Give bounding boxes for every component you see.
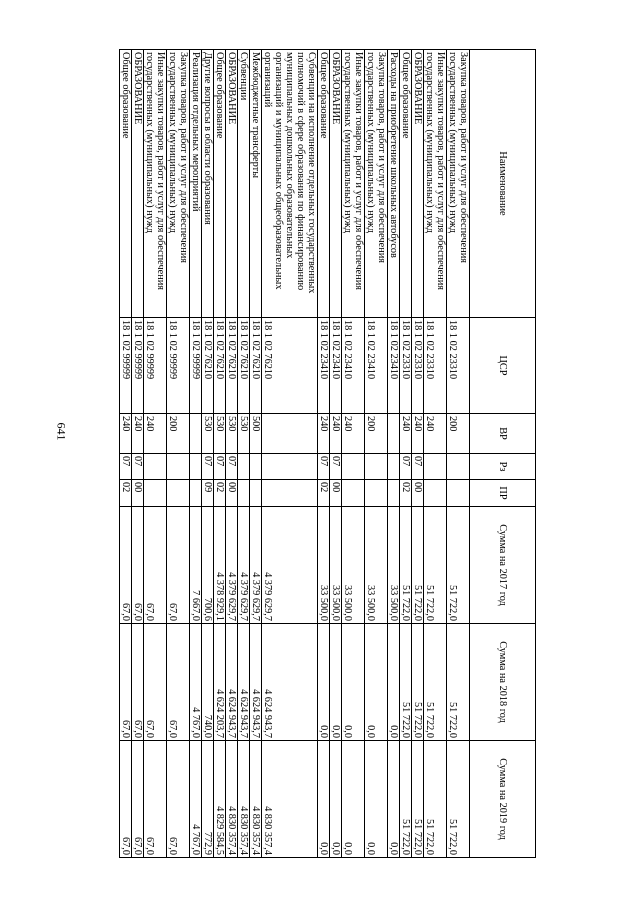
cell-sum-2018: 4 767,0 [189, 624, 201, 741]
cell-rz [387, 454, 399, 480]
cell-csr: 18 1 02 99999 [131, 318, 143, 414]
rotated-page-content [101, 49, 536, 857]
cell-pr [249, 480, 261, 507]
cell-rz [249, 454, 261, 480]
table-row [119, 50, 131, 858]
cell-pr [261, 480, 317, 507]
cell-name: ОБРАЗОВАНИЕ [225, 50, 237, 318]
cell-sum-2019: 51 722,0 [411, 741, 423, 858]
cell-name: ОБРАЗОВАНИЕ [411, 50, 423, 318]
cell-csr: 18 1 02 99999 [143, 318, 166, 414]
table-row [237, 50, 249, 858]
cell-sum-2017: 67,0 [143, 507, 166, 624]
cell-pr [166, 480, 189, 507]
cell-csr: 18 1 02 23410 [329, 318, 341, 414]
cell-rz [423, 454, 446, 480]
cell-vr: 240 [317, 414, 329, 454]
table-row [213, 50, 225, 858]
cell-name: Закупка товаров, работ и услуг для обеспечения государственных (муниципальных) нужд [166, 50, 189, 318]
table-row [329, 50, 341, 858]
table-body [119, 50, 469, 858]
cell-rz [189, 454, 201, 480]
cell-name: Другие вопросы в области образования [201, 50, 213, 318]
cell-csr: 18 1 02 76210 [261, 318, 317, 414]
table-row [317, 50, 329, 858]
cell-csr: 18 1 02 23410 [341, 318, 364, 414]
cell-sum-2018: 67,0 [166, 624, 189, 741]
cell-rz [364, 454, 387, 480]
table-row [387, 50, 399, 858]
cell-sum-2017: 4 379 629,7 [261, 507, 317, 624]
cell-sum-2018: 4 624 943,7 [237, 624, 249, 741]
cell-csr: 18 1 02 23310 [446, 318, 469, 414]
cell-csr: 18 1 02 99999 [119, 318, 131, 414]
cell-pr: 02 [119, 480, 131, 507]
cell-sum-2018: 67,0 [143, 624, 166, 741]
cell-sum-2019: 4 830 357,4 [249, 741, 261, 858]
cell-csr: 18 1 02 23410 [364, 318, 387, 414]
cell-sum-2018: 0,0 [317, 624, 329, 741]
cell-csr: 18 1 02 23310 [423, 318, 446, 414]
cell-name: Общее образование [119, 50, 131, 318]
col-header-pr: ПР [470, 480, 536, 507]
cell-sum-2019: 67,0 [131, 741, 143, 858]
cell-pr [387, 480, 399, 507]
cell-vr: 240 [411, 414, 423, 454]
cell-rz [261, 454, 317, 480]
cell-pr: 02 [317, 480, 329, 507]
cell-vr [261, 414, 317, 454]
cell-sum-2017: 4 379 629,7 [249, 507, 261, 624]
cell-sum-2017: 51 722,0 [411, 507, 423, 624]
cell-vr: 200 [364, 414, 387, 454]
cell-name: ОБРАЗОВАНИЕ [131, 50, 143, 318]
cell-vr: 240 [399, 414, 411, 454]
cell-name: Общее образование [317, 50, 329, 318]
col-header-rz: Рз [470, 454, 536, 480]
col-header-name: Наименование [470, 50, 536, 318]
cell-sum-2019: 67,0 [143, 741, 166, 858]
cell-sum-2019: 0,0 [364, 741, 387, 858]
cell-sum-2018: 67,0 [119, 624, 131, 741]
cell-sum-2017: 67,0 [119, 507, 131, 624]
table-row [189, 50, 201, 858]
cell-sum-2017: 33 500,0 [364, 507, 387, 624]
cell-rz: 07 [119, 454, 131, 480]
cell-sum-2018: 0,0 [364, 624, 387, 741]
table-row [249, 50, 261, 858]
cell-sum-2018: 740,0 [201, 624, 213, 741]
cell-vr: 530 [237, 414, 249, 454]
cell-pr: 00 [411, 480, 423, 507]
cell-vr: 500 [249, 414, 261, 454]
table-row [166, 50, 189, 858]
cell-name: Иные закупки товаров, работ и услуг для обеспечения государственных (муниципальных) нужд [143, 50, 166, 318]
cell-rz: 07 [317, 454, 329, 480]
cell-rz [237, 454, 249, 480]
cell-rz: 07 [399, 454, 411, 480]
cell-name: Межбюджетные трансферты [249, 50, 261, 318]
col-header-sum-2019: Сумма на 2019 год [470, 741, 536, 858]
cell-pr [446, 480, 469, 507]
cell-vr: 240 [119, 414, 131, 454]
cell-name: Общее образование [213, 50, 225, 318]
cell-rz [166, 454, 189, 480]
cell-sum-2017: 33 500,0 [341, 507, 364, 624]
cell-sum-2018: 51 722,0 [411, 624, 423, 741]
cell-sum-2018: 51 722,0 [399, 624, 411, 741]
cell-sum-2017: 33 500,0 [387, 507, 399, 624]
cell-pr [189, 480, 201, 507]
table-row [446, 50, 469, 858]
cell-rz [341, 454, 364, 480]
cell-sum-2019: 67,0 [166, 741, 189, 858]
cell-csr: 18 1 02 99999 [189, 318, 201, 414]
budget-table [119, 49, 536, 858]
cell-sum-2018: 51 722,0 [446, 624, 469, 741]
cell-sum-2017: 700,6 [201, 507, 213, 624]
cell-name: ОБРАЗОВАНИЕ [329, 50, 341, 318]
cell-sum-2017: 51 722,0 [446, 507, 469, 624]
cell-csr: 18 1 02 76210 [213, 318, 225, 414]
page-number: 641 [54, 422, 69, 441]
cell-sum-2017: 67,0 [166, 507, 189, 624]
cell-name: Закупка товаров, работ и услуг для обеспечения государственных (муниципальных) нужд [364, 50, 387, 318]
cell-vr: 200 [446, 414, 469, 454]
cell-sum-2018: 51 722,0 [423, 624, 446, 741]
cell-sum-2019: 0,0 [329, 741, 341, 858]
cell-sum-2017: 51 722,0 [423, 507, 446, 624]
cell-csr: 18 1 02 76210 [249, 318, 261, 414]
table-row [399, 50, 411, 858]
table-row [261, 50, 317, 858]
cell-sum-2019: 4 767,0 [189, 741, 201, 858]
col-header-vr: ВР [470, 414, 536, 454]
table-row [201, 50, 213, 858]
cell-rz: 07 [201, 454, 213, 480]
cell-vr: 200 [166, 414, 189, 454]
cell-csr: 18 1 02 23310 [399, 318, 411, 414]
cell-sum-2017: 4 378 929,1 [213, 507, 225, 624]
col-header-csr: ЦСР [470, 318, 536, 414]
cell-csr: 18 1 02 23310 [411, 318, 423, 414]
cell-name: Закупка товаров, работ и услуг для обеспечения государственных (муниципальных) нужд [446, 50, 469, 318]
cell-vr: 240 [423, 414, 446, 454]
cell-sum-2018: 4 624 943,7 [225, 624, 237, 741]
cell-sum-2019: 51 722,0 [446, 741, 469, 858]
cell-vr: 530 [225, 414, 237, 454]
cell-pr: 00 [225, 480, 237, 507]
cell-sum-2019: 4 829 584,5 [213, 741, 225, 858]
cell-sum-2017: 4 379 629,7 [237, 507, 249, 624]
cell-sum-2018: 0,0 [329, 624, 341, 741]
cell-sum-2018: 4 624 943,7 [249, 624, 261, 741]
cell-sum-2018: 67,0 [131, 624, 143, 741]
cell-csr: 18 1 02 76210 [237, 318, 249, 414]
cell-sum-2017: 67,0 [131, 507, 143, 624]
cell-name: Расходы на приобретение школьных автобусов [387, 50, 399, 318]
cell-vr: 240 [329, 414, 341, 454]
cell-pr: 02 [213, 480, 225, 507]
cell-pr [341, 480, 364, 507]
cell-pr [237, 480, 249, 507]
cell-pr [143, 480, 166, 507]
cell-rz [143, 454, 166, 480]
cell-pr: 02 [399, 480, 411, 507]
cell-pr [364, 480, 387, 507]
cell-sum-2017: 7 667,0 [189, 507, 201, 624]
cell-pr: 00 [131, 480, 143, 507]
cell-name: Субвенции на исполнение отдельных государственных полномочий в сфере образования по финансированию муниципальных дошкольных образовательных организаций и муниципальных общеобразовательных организаций [261, 50, 317, 318]
cell-sum-2018: 4 624 943,7 [261, 624, 317, 741]
cell-name: Субвенции [237, 50, 249, 318]
cell-sum-2019: 4 830 357,4 [261, 741, 317, 858]
cell-vr: 240 [131, 414, 143, 454]
cell-rz: 07 [131, 454, 143, 480]
cell-pr: 09 [201, 480, 213, 507]
table-row [143, 50, 166, 858]
cell-sum-2019: 4 830 357,4 [237, 741, 249, 858]
table-row [225, 50, 237, 858]
cell-vr [387, 414, 399, 454]
cell-csr: 18 1 02 76210 [225, 318, 237, 414]
cell-csr: 18 1 02 76210 [201, 318, 213, 414]
cell-sum-2019: 0,0 [317, 741, 329, 858]
table-row [131, 50, 143, 858]
cell-sum-2017: 33 500,0 [329, 507, 341, 624]
cell-rz [446, 454, 469, 480]
cell-pr: 00 [329, 480, 341, 507]
table-row [411, 50, 423, 858]
table-row [364, 50, 387, 858]
table-header-row [470, 50, 536, 858]
cell-rz: 07 [225, 454, 237, 480]
table-row [423, 50, 446, 858]
cell-sum-2019: 67,0 [119, 741, 131, 858]
cell-sum-2018: 4 624 203,7 [213, 624, 225, 741]
cell-vr: 530 [201, 414, 213, 454]
cell-sum-2019: 0,0 [387, 741, 399, 858]
cell-sum-2019: 772,9 [201, 741, 213, 858]
cell-sum-2018: 0,0 [341, 624, 364, 741]
cell-csr: 18 1 02 23410 [317, 318, 329, 414]
cell-sum-2018: 0,0 [387, 624, 399, 741]
col-header-sum-2017: Сумма на 2017 год [470, 507, 536, 624]
cell-sum-2019: 51 722,0 [399, 741, 411, 858]
cell-sum-2019: 0,0 [341, 741, 364, 858]
cell-sum-2019: 4 830 357,4 [225, 741, 237, 858]
cell-rz: 07 [213, 454, 225, 480]
cell-vr: 530 [213, 414, 225, 454]
cell-csr: 18 1 02 23410 [387, 318, 399, 414]
cell-vr [189, 414, 201, 454]
table-row [341, 50, 364, 858]
cell-vr: 240 [143, 414, 166, 454]
cell-sum-2017: 4 379 629,7 [225, 507, 237, 624]
cell-name: Иные закупки товаров, работ и услуг для обеспечения государственных (муниципальных) нужд [341, 50, 364, 318]
cell-name: Реализация отдельных мероприятий [189, 50, 201, 318]
cell-sum-2017: 33 500,0 [317, 507, 329, 624]
cell-name: Иные закупки товаров, работ и услуг для обеспечения государственных (муниципальных) нужд [423, 50, 446, 318]
cell-csr: 18 1 02 99999 [166, 318, 189, 414]
cell-sum-2017: 51 722,0 [399, 507, 411, 624]
cell-pr [423, 480, 446, 507]
cell-vr: 240 [341, 414, 364, 454]
cell-sum-2019: 51 722,0 [423, 741, 446, 858]
col-header-sum-2018: Сумма на 2018 год [470, 624, 536, 741]
cell-rz: 07 [329, 454, 341, 480]
cell-name: Общее образование [399, 50, 411, 318]
cell-rz: 07 [411, 454, 423, 480]
